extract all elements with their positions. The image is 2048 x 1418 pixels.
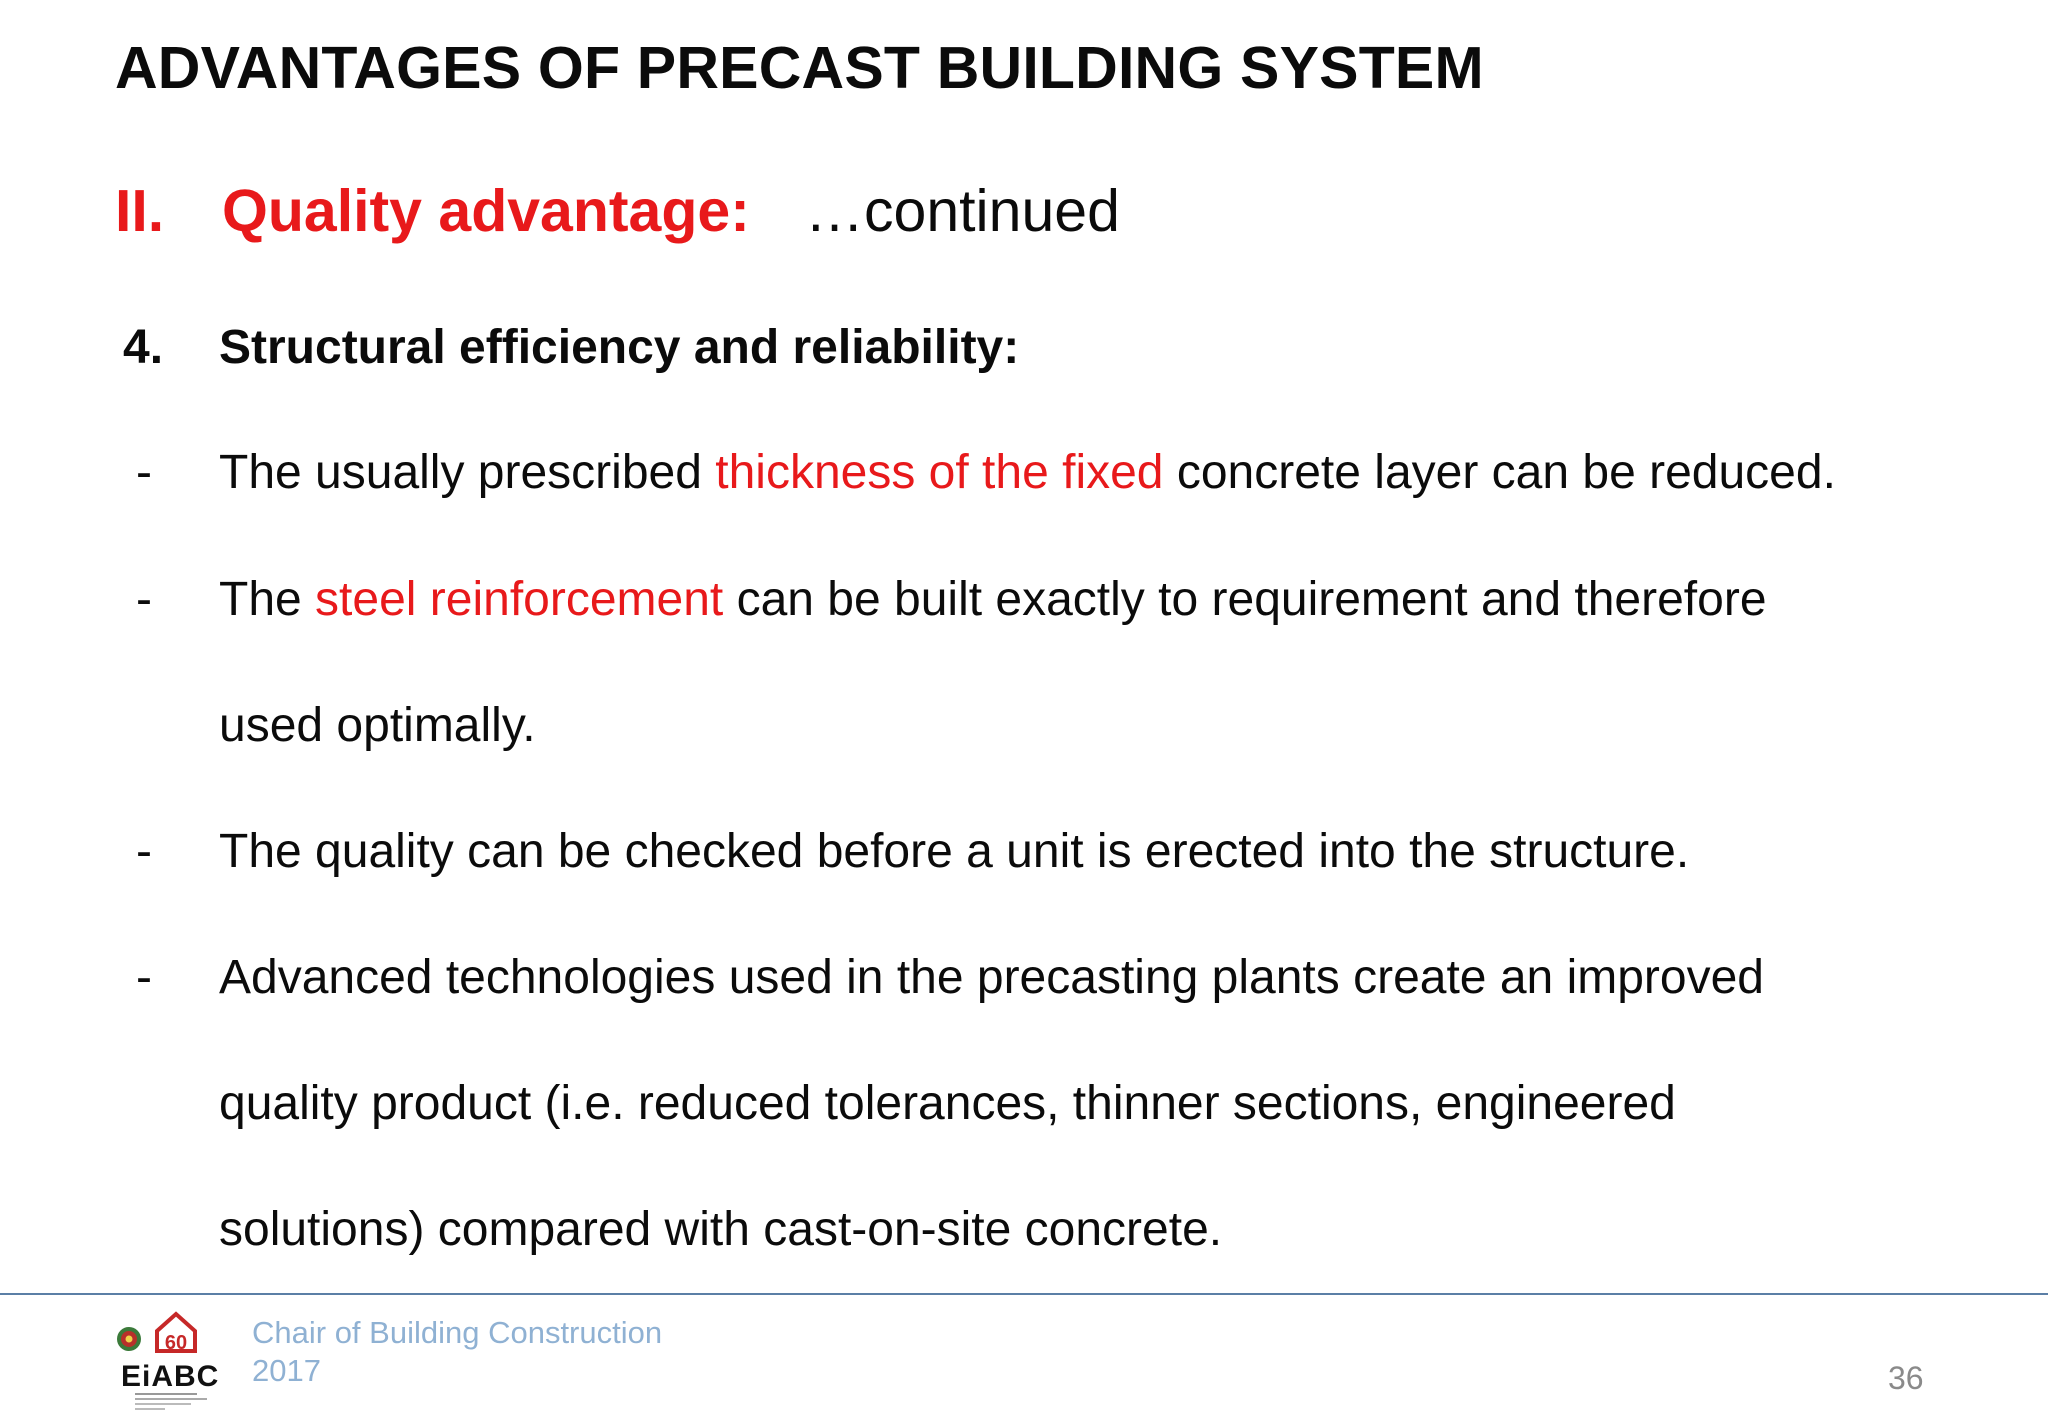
eiabc-logo-icon (115, 1306, 235, 1412)
bullet-text: solutions) compared with cast-on-site concrete. (219, 1203, 1223, 1256)
footer-divider (0, 1293, 2048, 1295)
logo-badge-text: 60 (164, 1332, 188, 1354)
footer-org: Chair of Building Construction (252, 1315, 663, 1350)
slide-title: ADVANTAGES OF PRECAST BUILDING SYSTEM (115, 35, 1484, 101)
bullet-text (219, 537, 2019, 663)
bullet-text-part: concrete layer can be reduced. (1163, 446, 1836, 499)
bullet-text: quality product (i.e. reduced tolerances, thinner sections, engineered (219, 1077, 1676, 1130)
bullet-text-part: can be built exactly to requirement and therefore (723, 573, 1767, 626)
bullet-dash: - (136, 446, 152, 499)
bullet-highlight: steel reinforcement (315, 573, 724, 626)
section-continuation: …continued (805, 178, 1120, 244)
bullet-text (219, 410, 2019, 536)
bullet-dash: - (136, 573, 152, 626)
bullet-text: Advanced technologies used in the precasting plants create an improved (219, 951, 1764, 1004)
logo-wordmark: EiABC (121, 1360, 220, 1393)
footer-year: 2017 (252, 1353, 321, 1388)
section-label: Quality advantage: (222, 178, 750, 244)
bullet-text-part: The usually prescribed (219, 446, 716, 499)
point-number: 4. (123, 321, 164, 374)
bullet-text: The quality can be checked before a unit is erected into the structure. (219, 825, 1690, 878)
page-number: 36 (1888, 1360, 1924, 1396)
footer-caption (252, 1314, 662, 1390)
section-numeral: II. (115, 178, 165, 244)
bullet-highlight: thickness of the fixed (715, 446, 1164, 499)
bullet-dash: - (136, 951, 152, 1004)
bullet-dash: - (136, 825, 152, 878)
point-title: Structural efficiency and reliability: (219, 321, 1020, 374)
bullet-text: used optimally. (219, 699, 536, 752)
bullet-text-part: The (219, 573, 316, 626)
